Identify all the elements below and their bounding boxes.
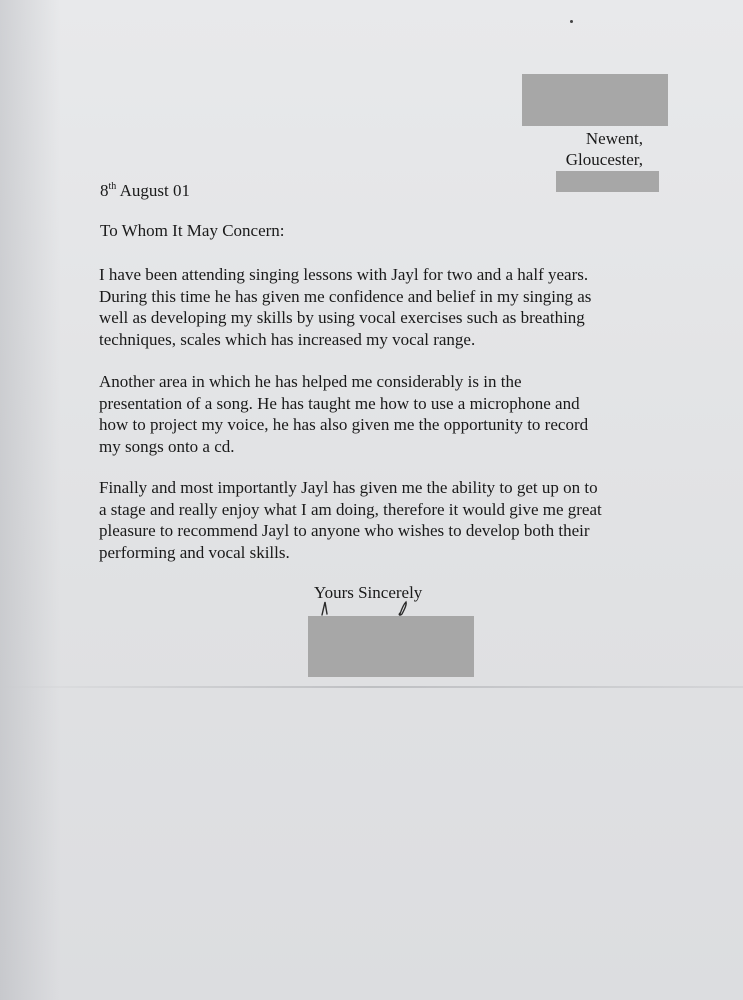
letter-date: [100, 180, 190, 202]
paper-fold-line: [0, 686, 743, 688]
redacted-postcode: [556, 171, 659, 192]
paragraph-line: my songs onto a cd.: [99, 436, 235, 456]
date-month-year: August 01: [119, 181, 190, 200]
paragraph-line: I have been attending singing lessons with Jayl for two and a half years.: [99, 265, 589, 284]
paragraph-2: [99, 371, 659, 457]
paragraph-3: [99, 477, 659, 563]
paragraph-line: performing and vocal skills.: [99, 542, 290, 562]
paper-speck: [570, 20, 573, 23]
address-county: Gloucester,: [565, 150, 643, 169]
paragraph-line: presentation of a song. He has taught me how to use a microphone and: [99, 393, 580, 413]
paragraph-line: During this time he has given me confidence and belief in my singing as: [99, 286, 592, 306]
closing-phrase: Yours Sincerely: [314, 583, 423, 602]
date-suffix: th: [108, 181, 117, 192]
paragraph-line: Another area in which he has helped me considerably is in the: [99, 372, 522, 391]
address-town: Newent,: [585, 129, 643, 148]
paragraph-line: Finally and most importantly Jayl has given me the ability to get up on to: [99, 478, 598, 497]
paragraph-line: a stage and really enjoy what I am doing, therefore it would give me great: [99, 499, 602, 519]
redacted-sender-name: [522, 74, 668, 126]
redacted-signature: [308, 616, 474, 677]
paragraph-1: [99, 264, 659, 350]
page-shadow: [0, 0, 60, 1000]
paragraph-line: techniques, scales which has increased my vocal range.: [99, 329, 476, 349]
salutation: To Whom It May Concern:: [100, 221, 285, 240]
paragraph-line: pleasure to recommend Jayl to anyone who wishes to develop both their: [99, 521, 590, 540]
signature-mark: [316, 598, 416, 618]
paragraph-line: how to project my voice, he has also given me the opportunity to record: [99, 415, 589, 434]
date-day: 8: [100, 181, 109, 200]
paragraph-line: well as developing my skills by using vocal exercises such as breathing: [99, 308, 585, 327]
